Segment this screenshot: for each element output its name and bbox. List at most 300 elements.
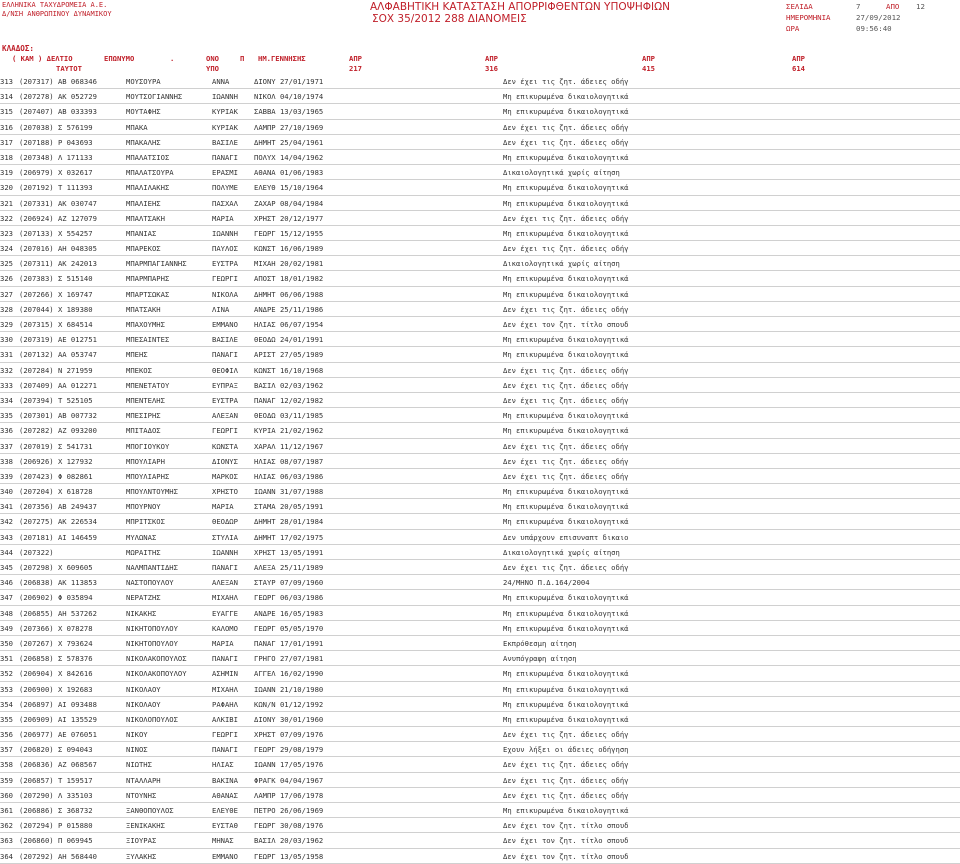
row-father-birthdate: ΚΩΝΣΤ 16/06/1989 xyxy=(254,244,324,254)
row-firstname: ΧΡΗΣΤΟ xyxy=(212,487,238,497)
row-number: 364 xyxy=(0,851,13,861)
row-id: (206838) ΑΚ 113853 xyxy=(19,578,97,588)
row-surname: ΜΠΑΡΜΠΑΓΙΑΝΝΗΣ xyxy=(126,259,187,269)
row-firstname: ΑΘΑΝΑΣ xyxy=(212,790,238,800)
row-father-birthdate: ΖΑΧΑΡ 08/04/1984 xyxy=(254,198,324,208)
row-father-birthdate: ΔΗΜΗΤ 17/02/1975 xyxy=(254,532,324,542)
row-father-birthdate: ΚΩΝ/Ν 01/12/1992 xyxy=(254,699,324,709)
row-surname: ΝΑΛΜΠΑΝΤΙΔΗΣ xyxy=(126,563,178,572)
row-firstname: ΗΛΙΑΣ xyxy=(212,760,234,770)
row-father-birthdate: ΑΠΟΣΤ 18/01/1982 xyxy=(254,274,324,284)
page-info xyxy=(786,1,925,34)
branches-label: ΚΛΑΔΟΣ: xyxy=(2,44,35,53)
row-father-birthdate: ΣΤΑΥΡ 07/09/1960 xyxy=(254,578,324,588)
row-id: (206924) ΑΖ 127079 xyxy=(19,213,97,223)
row-id: (207394) Τ 525105 xyxy=(19,395,93,405)
row-surname: ΜΠΑΡΜΠΑΡΗΣ xyxy=(126,274,170,284)
row-id: (207322) xyxy=(19,547,54,557)
row-number: 341 xyxy=(0,502,13,512)
row-id: (207319) ΑΕ 012751 xyxy=(19,335,97,345)
row-number: 326 xyxy=(0,274,13,284)
row-surname: ΜΠΑΝΙΑΣ xyxy=(126,228,157,238)
report-title-line2: ΣΟΧ 35/2012 288 ΔΙΑΝΟΜΕΙΣ xyxy=(372,13,527,25)
row-number: 340 xyxy=(0,487,13,497)
row-surname: ΜΠΟΥΛΙΑΡΗ xyxy=(126,456,165,466)
row-father-birthdate: ΓΕΩΡΓ 30/08/1976 xyxy=(254,821,324,831)
row-id: (207407) ΑΒ 033393 xyxy=(19,107,97,117)
row-reason: Μη επικυρωμένα δικαιολογητικά xyxy=(503,806,629,815)
row-number: 350 xyxy=(0,638,13,648)
page-of-label: ΑΠΟ xyxy=(886,2,900,11)
row-father-birthdate: ΧΑΡΑΛ 11/12/1967 xyxy=(254,441,324,451)
row-reason: Μη επικυρωμένα δικαιολογητικά xyxy=(503,92,629,102)
row-number: 349 xyxy=(0,623,13,633)
row-firstname: ΠΑΝΑΓΙ xyxy=(212,654,238,664)
row-father-birthdate: ΧΡΗΣΤ 07/09/1976 xyxy=(254,730,324,740)
row-firstname: ΠΑΝΑΓΙ xyxy=(212,563,238,572)
table-row xyxy=(0,287,960,302)
row-father-birthdate: ΑΝΔΡΕ 16/05/1983 xyxy=(254,608,324,618)
row-id: (207282) ΑΖ 093200 xyxy=(19,426,97,436)
row-id: (207423) Φ 082861 xyxy=(19,471,93,481)
page-number: 7 xyxy=(856,2,861,11)
row-id: (207284) Ν 271959 xyxy=(19,365,93,375)
row-number: 358 xyxy=(0,760,13,770)
row-id: (206820) Σ 094043 xyxy=(19,745,93,755)
row-firstname: ΡΑΦΑΗΛ xyxy=(212,699,238,709)
row-reason: Δεν έχει τις ζητ. άδειες οδήγ xyxy=(503,760,629,770)
row-reason: Μη επικυρωμένα δικαιολογητικά xyxy=(503,502,629,512)
table-row xyxy=(0,332,960,347)
row-reason: Δεν έχει τις ζητ. άδειες οδήγ xyxy=(503,456,629,466)
row-surname: ΜΥΛΩΝΑΣ xyxy=(126,532,157,542)
row-surname: ΜΠΟΥΛΙΑΡΗΣ xyxy=(126,471,170,481)
row-father-birthdate: ΦΡΑΓΚ 04/04/1967 xyxy=(254,775,324,785)
row-firstname: ΘΕΟΔΩΡ xyxy=(212,517,238,527)
row-surname: ΜΠΟΓΙΟΥΚΟΥ xyxy=(126,441,170,451)
row-father-birthdate: ΑΝΔΡΕ 25/11/1986 xyxy=(254,304,324,314)
table-row xyxy=(0,742,960,757)
table-row xyxy=(0,849,960,864)
row-father-birthdate: ΗΛΙΑΣ 06/07/1954 xyxy=(254,320,324,329)
row-reason: Δεν έχει τις ζητ. άδειες οδήγ xyxy=(503,137,629,147)
row-father-birthdate: ΕΛΕΥΘ 15/10/1964 xyxy=(254,183,324,193)
row-id: (207301) ΑΒ 007732 xyxy=(19,411,97,421)
row-reason: Μη επικυρωμένα δικαιολογητικά xyxy=(503,699,629,709)
row-reason: Μη επικυρωμένα δικαιολογητικά xyxy=(503,289,629,299)
col-header-firstname: ΟΝΟ xyxy=(206,54,219,63)
row-firstname: ΕΜΜΑΝΟ xyxy=(212,320,238,329)
table-row xyxy=(0,545,960,560)
row-father-birthdate: ΓΕΩΡΓ 29/08/1979 xyxy=(254,745,324,755)
row-firstname: ΜΗΝΑΣ xyxy=(212,836,234,846)
row-number: 359 xyxy=(0,775,13,785)
table-row xyxy=(0,469,960,484)
row-number: 360 xyxy=(0,790,13,800)
row-reason: Μη επικυρωμένα δικαιολογητικά xyxy=(503,411,629,421)
row-reason: Μη επικυρωμένα δικαιολογητικά xyxy=(503,107,629,117)
row-firstname: ΕΥΣΤΡΑ xyxy=(212,259,238,269)
col-header-apr-1-sub: 217 xyxy=(349,64,362,73)
row-number: 319 xyxy=(0,168,13,178)
row-number: 355 xyxy=(0,714,13,724)
row-reason: Μη επικυρωμένα δικαιολογητικά xyxy=(503,183,629,193)
date-label: ΗΜΕΡΟΜΗΝΙΑ xyxy=(786,13,831,22)
row-id: (207019) Σ 541731 xyxy=(19,441,93,451)
table-row xyxy=(0,454,960,469)
col-header-p: Π xyxy=(240,54,245,63)
row-number: 346 xyxy=(0,578,13,588)
row-firstname: ΚΥΡΙΑΚ xyxy=(212,107,238,117)
row-id: (207192) Τ 111393 xyxy=(19,183,93,193)
col-header-apr-2: ΑΠΡ xyxy=(485,54,498,63)
row-number: 314 xyxy=(0,92,13,102)
row-reason: Δεν υπάρχουν επισυναπτ δικαιο xyxy=(503,532,629,542)
row-reason: Δεν έχει τον ζητ. τίτλο σπουδ xyxy=(503,320,629,329)
row-surname: ΜΠΑΛΙΕΗΣ xyxy=(126,198,161,208)
row-father-birthdate: ΑΡΙΣΤ 27/05/1989 xyxy=(254,350,324,360)
row-reason: Εχουν λήξει οι άδειες οδήγηση xyxy=(503,745,629,755)
row-reason: Δεν έχει τις ζητ. άδειες οδήγ xyxy=(503,244,629,254)
row-surname: ΜΠΕΣΑΙΝΤΕΣ xyxy=(126,335,170,345)
row-firstname: ΚΥΡΙΑΚ xyxy=(212,122,238,132)
row-surname: ΜΠΕΣΙΡΗΣ xyxy=(126,411,161,421)
row-firstname: ΕΜΜΑΝΟ xyxy=(212,851,238,861)
table-row xyxy=(0,636,960,651)
row-reason: Δεν έχει τις ζητ. άδειες οδήγ xyxy=(503,563,629,572)
row-firstname: ΙΩΑΝΝΗ xyxy=(212,547,238,557)
row-id: (207317) ΑΒ 068346 xyxy=(19,77,97,86)
row-id: (207181) ΑΙ 146459 xyxy=(19,532,97,542)
row-id: (206836) ΑΖ 068567 xyxy=(19,760,97,770)
row-number: 315 xyxy=(0,107,13,117)
table-row xyxy=(0,514,960,529)
row-id: (207267) Χ 793624 xyxy=(19,638,93,648)
row-father-birthdate: ΚΥΡΙΑ 21/02/1962 xyxy=(254,426,324,436)
row-firstname: ΠΑΥΛΟΣ xyxy=(212,244,238,254)
row-number: 325 xyxy=(0,259,13,269)
table-row xyxy=(0,317,960,332)
row-father-birthdate: ΠΟΛΥΧ 14/04/1962 xyxy=(254,152,324,162)
col-header-firstname-sub: ΥΠΟ xyxy=(206,64,219,73)
row-firstname: ΑΛΕΞΑΝ xyxy=(212,578,238,588)
row-number: 323 xyxy=(0,228,13,238)
row-reason: Δεν έχει τις ζητ. άδειες οδήγ xyxy=(503,122,629,132)
row-number: 363 xyxy=(0,836,13,846)
row-father-birthdate: ΛΑΜΠΡ 27/10/1969 xyxy=(254,122,324,132)
row-surname: ΜΠΑΛΑΤΣΟΥΡΑ xyxy=(126,168,174,178)
row-id: (206886) Σ 368732 xyxy=(19,806,93,815)
row-firstname: ΠΑΝΑΓΙ xyxy=(212,745,238,755)
row-reason: Δικαιολογητικά χωρίς αίτηση xyxy=(503,547,620,557)
row-surname: ΜΟΥΤΑΦΗΣ xyxy=(126,107,161,117)
date-value: 27/09/2012 xyxy=(856,13,901,22)
row-id: (207292) ΑΗ 568440 xyxy=(19,851,97,861)
row-number: 348 xyxy=(0,608,13,618)
table-row xyxy=(0,666,960,681)
row-id: (207356) ΑΒ 249437 xyxy=(19,502,97,512)
row-firstname: ΒΑΣΙΛΕ xyxy=(212,335,238,345)
row-surname: ΜΠΟΥΛΝΤΟΥΜΗΣ xyxy=(126,487,178,497)
row-firstname: ΙΩΑΝΝΗ xyxy=(212,228,238,238)
row-reason: Μη επικυρωμένα δικαιολογητικά xyxy=(503,274,629,284)
row-father-birthdate: ΔΙΟΝΥ 30/01/1960 xyxy=(254,714,324,724)
row-surname: ΜΠΕΝΤΕΛΗΣ xyxy=(126,395,165,405)
row-id: (206909) ΑΙ 135529 xyxy=(19,714,97,724)
row-number: 362 xyxy=(0,821,13,831)
row-father-birthdate: ΔΗΜΗΤ 25/04/1961 xyxy=(254,137,324,147)
row-id: (207348) Λ 171133 xyxy=(19,152,93,162)
row-id: (207016) ΑΗ 048305 xyxy=(19,244,97,254)
table-row xyxy=(0,241,960,256)
row-firstname: ΛΙΝΑ xyxy=(212,304,230,314)
row-father-birthdate: ΙΩΑΝΝ 21/10/1980 xyxy=(254,684,324,694)
row-father-birthdate: ΒΑΣΙΛ 20/03/1962 xyxy=(254,836,324,846)
row-id: (207383) Σ 515140 xyxy=(19,274,93,284)
row-firstname: ΕΥΣΤΡΑ xyxy=(212,395,238,405)
row-number: 320 xyxy=(0,183,13,193)
row-reason: Μη επικυρωμένα δικαιολογητικά xyxy=(503,335,629,345)
row-number: 345 xyxy=(0,563,13,572)
row-reason: Δεν έχει τις ζητ. άδειες οδήγ xyxy=(503,395,629,405)
row-father-birthdate: ΓΕΩΡΓ 13/05/1958 xyxy=(254,851,324,861)
row-id: (206857) Τ 159517 xyxy=(19,775,93,785)
row-surname: ΜΠΑΚΑΛΗΣ xyxy=(126,137,161,147)
row-id: (207298) Χ 609605 xyxy=(19,563,93,572)
row-father-birthdate: ΠΕΤΡΟ 26/06/1969 xyxy=(254,806,324,815)
col-header-apr-4-sub: 614 xyxy=(792,64,805,73)
row-surname: ΝΙΚΟΛΑΟΥ xyxy=(126,699,161,709)
row-surname: ΝΙΩΤΗΣ xyxy=(126,760,152,770)
table-row xyxy=(0,135,960,150)
col-header-id: ( ΚΑΜ ) ΔΕΛΤΙΟ xyxy=(12,54,73,63)
col-header-apr-1: ΑΠΡ xyxy=(349,54,362,63)
row-firstname: ΕΥΣΤΑΘ xyxy=(212,821,238,831)
row-number: 357 xyxy=(0,745,13,755)
table-row xyxy=(0,818,960,833)
table-row xyxy=(0,180,960,195)
row-father-birthdate: ΔΙΟΝΥ 27/01/1971 xyxy=(254,77,324,86)
row-surname: ΝΙΝΟΣ xyxy=(126,745,148,755)
table-row xyxy=(0,378,960,393)
row-reason: Δικαιολογητικά χωρίς αίτηση xyxy=(503,259,620,269)
row-reason: Δεν έχει τις ζητ. άδειες οδήγ xyxy=(503,365,629,375)
report-title-line1: ΑΛΦΑΒΗΤΙΚΗ ΚΑΤΑΣΤΑΣΗ ΑΠΟΡΡΙΦΘΕΝΤΩΝ ΥΠΟΨΗΦΙΩΝ xyxy=(370,1,671,13)
row-reason: Δεν έχει τις ζητ. άδειες οδήγ xyxy=(503,77,629,86)
row-firstname: ΠΟΛΥΜΕ xyxy=(212,183,238,193)
row-reason: Δεν έχει τον ζητ. τίτλο σπουδ xyxy=(503,821,629,831)
row-reason: Μη επικυρωμένα δικαιολογητικά xyxy=(503,623,629,633)
row-surname: ΜΠΕΚΟΣ xyxy=(126,365,152,375)
row-reason: Μη επικυρωμένα δικαιολογητικά xyxy=(503,714,629,724)
row-surname: ΜΠΟΥΡΝΟΥ xyxy=(126,502,161,512)
table-row xyxy=(0,499,960,514)
table-row xyxy=(0,393,960,408)
col-header-apr-4: ΑΠΡ xyxy=(792,54,805,63)
row-father-birthdate: ΔΗΜΗΤ 06/06/1988 xyxy=(254,289,324,299)
table-row xyxy=(0,271,960,286)
table-row xyxy=(0,363,960,378)
row-surname: ΜΠΑΛΑΤΣΙΟΣ xyxy=(126,152,170,162)
table-row xyxy=(0,712,960,727)
col-header-dot: . xyxy=(170,54,175,63)
row-reason: Μη επικυρωμένα δικαιολογητικά xyxy=(503,593,629,603)
row-id: (206858) Σ 578376 xyxy=(19,654,93,664)
row-reason: Μη επικυρωμένα δικαιολογητικά xyxy=(503,684,629,694)
row-id: (207275) ΑΚ 226534 xyxy=(19,517,97,527)
row-father-birthdate: ΗΛΙΑΣ 08/07/1987 xyxy=(254,456,324,466)
row-surname: ΜΠΑΧΟΥΜΗΣ xyxy=(126,320,165,329)
row-surname: ΝΑΣΤΟΠΟΥΛΟΥ xyxy=(126,578,174,588)
row-reason: Μη επικυρωμένα δικαιολογητικά xyxy=(503,152,629,162)
table-row xyxy=(0,89,960,104)
row-firstname: ΓΕΩΡΓΙ xyxy=(212,730,238,740)
page-total: 12 xyxy=(916,2,925,11)
row-surname: ΜΠΕΝΕΤΑΤΟΥ xyxy=(126,380,170,390)
row-surname: ΜΠΑΛΤΣΑΚΗ xyxy=(126,213,165,223)
table-row xyxy=(0,773,960,788)
row-reason: Δεν έχει τις ζητ. άδειες οδήγ xyxy=(503,790,629,800)
row-father-birthdate: ΝΙΚΟΛ 04/10/1974 xyxy=(254,92,324,102)
page-label: ΣΕΛΙΔΑ xyxy=(786,2,813,11)
row-surname: ΝΙΚΟΛΟΠΟΥΛΟΣ xyxy=(126,714,178,724)
row-number: 342 xyxy=(0,517,13,527)
row-id: (207409) ΑΑ 012271 xyxy=(19,380,97,390)
row-id: (206979) Χ 032617 xyxy=(19,168,93,178)
row-firstname: ΕΥΑΓΓΕ xyxy=(212,608,238,618)
row-father-birthdate: ΘΕΟΔΩ 24/01/1991 xyxy=(254,335,324,345)
row-surname: ΜΠΕΗΣ xyxy=(126,350,148,360)
row-number: 318 xyxy=(0,152,13,162)
table-row xyxy=(0,575,960,590)
row-firstname: ΣΤΥΛΙΑ xyxy=(212,532,238,542)
row-number: 339 xyxy=(0,471,13,481)
col-header-surname: ΕΠΩΝΥΜΟ xyxy=(104,54,135,63)
row-id: (207331) ΑΚ 030747 xyxy=(19,198,97,208)
row-id: (206860) Π 069945 xyxy=(19,836,93,846)
row-firstname: ΑΣΗΜΙΝ xyxy=(212,669,238,679)
row-surname: ΜΟΥΣΟΥΡΑ xyxy=(126,77,161,86)
row-surname: ΜΠΑΡΤΣΩΚΑΣ xyxy=(126,289,170,299)
row-id: (206855) ΑΗ 537262 xyxy=(19,608,97,618)
row-reason: Δεν έχει τις ζητ. άδειες οδήγ xyxy=(503,304,629,314)
row-reason: Μη επικυρωμένα δικαιολογητικά xyxy=(503,350,629,360)
row-number: 328 xyxy=(0,304,13,314)
table-row xyxy=(0,621,960,636)
row-firstname: ΜΙΧΑΗΛ xyxy=(212,684,238,694)
row-id: (207311) ΑΚ 242013 xyxy=(19,259,97,269)
row-number: 331 xyxy=(0,350,13,360)
row-surname: ΜΠΙΤΑΔΟΣ xyxy=(126,426,161,436)
row-father-birthdate: ΓΕΩΡΓ 15/12/1955 xyxy=(254,228,324,238)
row-firstname: ΕΛΕΥΘΕ xyxy=(212,806,238,815)
row-id: (207266) Χ 169747 xyxy=(19,289,93,299)
row-reason: Μη επικυρωμένα δικαιολογητικά xyxy=(503,487,629,497)
candidate-table xyxy=(0,74,960,864)
table-row xyxy=(0,150,960,165)
row-number: 317 xyxy=(0,137,13,147)
row-father-birthdate: ΠΑΝΑΓ 17/01/1991 xyxy=(254,638,324,648)
row-number: 316 xyxy=(0,122,13,132)
row-id: (207132) ΑΑ 053747 xyxy=(19,350,97,360)
row-father-birthdate: ΔΗΜΗΤ 28/01/1984 xyxy=(254,517,324,527)
row-surname: ΜΠΑΛΙΛΑΚΗΣ xyxy=(126,183,170,193)
row-reason: Μη επικυρωμένα δικαιολογητικά xyxy=(503,608,629,618)
time-label: ΩΡΑ xyxy=(786,24,800,33)
table-row xyxy=(0,682,960,697)
row-reason: Μη επικυρωμένα δικαιολογητικά xyxy=(503,517,629,527)
report-title xyxy=(370,1,670,25)
row-number: 333 xyxy=(0,380,13,390)
row-number: 327 xyxy=(0,289,13,299)
column-headers xyxy=(0,54,960,74)
row-id: (207290) Λ 335103 xyxy=(19,790,93,800)
row-surname: ΝΙΚΑΚΗΣ xyxy=(126,608,157,618)
row-number: 337 xyxy=(0,441,13,451)
row-reason: Μη επικυρωμένα δικαιολογητικά xyxy=(503,669,629,679)
row-number: 338 xyxy=(0,456,13,466)
row-surname: ΝΕΡΑΤΖΗΣ xyxy=(126,593,161,603)
row-number: 334 xyxy=(0,395,13,405)
row-surname: ΞΥΛΑΚΗΣ xyxy=(126,851,157,861)
row-id: (207278) ΑΚ 052729 xyxy=(19,92,97,102)
row-surname: ΝΤΑΛΛΑΡΗ xyxy=(126,775,161,785)
row-number: 332 xyxy=(0,365,13,375)
row-number: 313 xyxy=(0,77,13,86)
row-father-birthdate: ΓΕΩΡΓ 06/03/1986 xyxy=(254,593,324,603)
row-firstname: ΙΩΑΝΝΗ xyxy=(212,92,238,102)
row-firstname: ΒΑΣΙΛΕ xyxy=(212,137,238,147)
row-id: (206926) Χ 127932 xyxy=(19,456,93,466)
row-reason: Δεν έχει τις ζητ. άδειες οδήγ xyxy=(503,441,629,451)
row-surname: ΝΙΚΟΥ xyxy=(126,730,148,740)
row-id: (207366) Χ 078278 xyxy=(19,623,93,633)
row-id: (206900) Χ 192683 xyxy=(19,684,93,694)
table-row xyxy=(0,803,960,818)
table-row xyxy=(0,757,960,772)
table-row xyxy=(0,439,960,454)
col-header-id-sub: ΤΑΥΤΟΤ xyxy=(56,64,82,73)
company-header xyxy=(2,1,112,19)
row-number: 321 xyxy=(0,198,13,208)
row-id: (206904) Χ 842616 xyxy=(19,669,93,679)
col-header-apr-3: ΑΠΡ xyxy=(642,54,655,63)
row-firstname: ΔΙΟΝΥΣ xyxy=(212,456,238,466)
row-reason: Δεν έχει τις ζητ. άδειες οδήγ xyxy=(503,730,629,740)
table-row xyxy=(0,833,960,848)
table-row xyxy=(0,560,960,575)
col-header-apr-2-sub: 316 xyxy=(485,64,498,73)
row-father-birthdate: ΓΡΗΓΟ 27/07/1981 xyxy=(254,654,324,664)
row-reason: 24/ΜΗΝΟ Π.Δ.164/2004 xyxy=(503,578,590,588)
row-surname: ΝΙΚΟΛΑΚΟΠΟΥΛΟΣ xyxy=(126,654,187,664)
department-name: Δ/ΝΣΗ ΑΝΘΡΩΠΙΝΟΥ ΔΥΝΑΜΙΚΟΥ xyxy=(2,10,112,18)
table-row xyxy=(0,408,960,423)
row-id: (207133) Χ 554257 xyxy=(19,228,93,238)
row-firstname: ΚΑΛΟΜΟ xyxy=(212,623,238,633)
table-row xyxy=(0,120,960,135)
row-firstname: ΜΑΡΙΑ xyxy=(212,638,234,648)
row-father-birthdate: ΛΑΜΠΡ 17/06/1978 xyxy=(254,790,324,800)
row-surname: ΝΙΚΟΛΑΚΟΠΟΥΛΟΥ xyxy=(126,669,187,679)
row-reason: Μη επικυρωμένα δικαιολογητικά xyxy=(503,228,629,238)
row-surname: ΜΠΡΙΤΣΚΟΣ xyxy=(126,517,165,527)
table-row xyxy=(0,651,960,666)
row-surname: ΜΠΑΡΕΚΟΣ xyxy=(126,244,161,254)
row-firstname: ΚΩΝΣΤΑ xyxy=(212,441,238,451)
row-father-birthdate: ΜΙΧΑΗ 20/02/1981 xyxy=(254,259,324,269)
row-reason: Δεν έχει τις ζητ. άδειες οδήγ xyxy=(503,471,629,481)
